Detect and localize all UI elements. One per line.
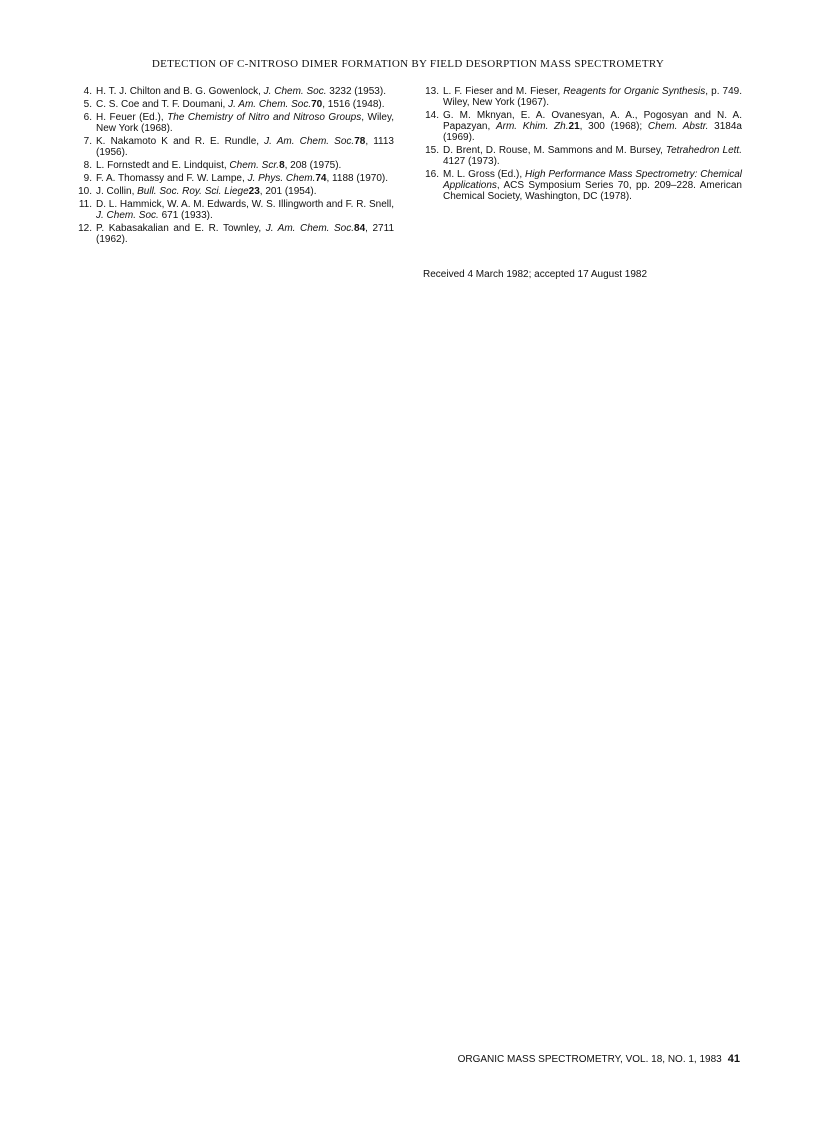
reference-text	[96, 112, 394, 134]
reference-number: 13.	[425, 86, 439, 97]
reference-item	[76, 173, 394, 184]
reference-text	[96, 173, 394, 184]
reference-rest: 4127 (1973).	[443, 156, 500, 167]
reference-rest: , Wiley, New York (1968).	[96, 112, 394, 134]
reference-number: 8.	[83, 160, 92, 171]
reference-authors: H. T. J. Chilton and B. G. Gowenlock,	[96, 86, 264, 97]
reference-vol: 84	[354, 223, 366, 234]
footer-journal-line: ORGANIC MASS SPECTROMETRY, VOL. 18, NO. 1, 1983	[457, 1054, 722, 1065]
reference-journal: J. Am. Chem. Soc.	[228, 99, 312, 110]
reference-vol: 8	[279, 160, 285, 171]
reference-authors: D. Brent, D. Rouse, M. Sammons and M. Bursey,	[443, 145, 666, 156]
reference-journal: J. Phys. Chem.	[247, 173, 316, 184]
received-date: Received 4 March 1982; accepted 17 August 1982	[423, 269, 648, 280]
reference-rest: , ACS Symposium Series 70, pp. 209–228. American Chemical Society, Washington, DC (1978).	[443, 180, 742, 202]
reference-item	[76, 223, 394, 245]
reference-vol: 78	[354, 136, 366, 147]
reference-journal: Bull. Soc. Roy. Sci. Liege	[137, 186, 249, 197]
reference-text	[443, 86, 742, 108]
reference-rest: 671 (1933).	[158, 210, 213, 221]
reference-authors: F. A. Thomassy and F. W. Lampe,	[96, 173, 248, 184]
reference-number: 5.	[83, 99, 92, 110]
reference-item	[423, 86, 742, 108]
reference-rest: , 208 (1975).	[284, 160, 342, 171]
reference-authors: L. F. Fieser and M. Fieser,	[443, 86, 564, 97]
reference-item	[423, 169, 742, 202]
reference-journal: J. Am. Chem. Soc.	[264, 136, 355, 147]
reference-rest: , 201 (1954).	[259, 186, 317, 197]
reference-text	[96, 86, 394, 97]
reference-journal2: Chem. Abstr.	[647, 121, 709, 132]
reference-authors: K. Nakamoto K and R. E. Rundle,	[96, 136, 265, 147]
reference-item	[423, 110, 742, 143]
page-footer	[458, 1053, 740, 1066]
running-title: DETECTION OF C-NITROSO DIMER FORMATION BY FIELD DESORPTION MASS SPECTROMETRY	[151, 58, 665, 70]
reference-journal: Chem. Scr.	[229, 160, 280, 171]
reference-journal: Tetrahedron Lett.	[665, 145, 742, 156]
reference-number: 9.	[83, 173, 92, 184]
reference-number: 11.	[78, 199, 92, 210]
reference-number: 16.	[425, 169, 439, 180]
reference-text	[96, 186, 394, 197]
reference-text	[96, 223, 394, 245]
reference-text	[443, 110, 742, 143]
reference-authors: H. Feuer (Ed.),	[96, 112, 168, 123]
reference-rest: , 1188 (1970).	[326, 173, 389, 184]
reference-rest: , 2711 (1962).	[96, 223, 394, 245]
reference-text	[96, 99, 394, 110]
reference-number: 15.	[425, 145, 439, 156]
reference-authors: C. S. Coe and T. F. Doumani,	[96, 99, 229, 110]
references-left-column	[76, 86, 394, 247]
reference-item	[76, 199, 394, 221]
reference-text	[96, 160, 394, 171]
reference-item	[76, 99, 394, 110]
reference-authors: L. Fornstedt and E. Lindquist,	[96, 160, 230, 171]
reference-item	[76, 86, 394, 97]
reference-rest2: 3184a (1969).	[443, 121, 742, 143]
reference-journal: J. Am. Chem. Soc.	[265, 223, 355, 234]
reference-number: 12.	[78, 223, 92, 234]
reference-journal: Arm. Khim. Zh.	[495, 121, 569, 132]
page-number: 41	[727, 1053, 740, 1065]
reference-authors: J. Collin,	[96, 186, 138, 197]
reference-journal: The Chemistry of Nitro and Nitroso Groups	[167, 112, 362, 123]
reference-journal: High Performance Mass Spectrometry: Chemical Applications	[443, 169, 742, 191]
reference-number: 4.	[83, 86, 92, 97]
reference-rest: , p. 749. Wiley, New York (1967).	[443, 86, 743, 108]
reference-item	[76, 136, 394, 158]
reference-vol: 23	[248, 186, 260, 197]
reference-item	[423, 145, 742, 167]
reference-journal: J. Chem. Soc.	[263, 86, 327, 97]
reference-authors: M. L. Gross (Ed.),	[443, 169, 525, 180]
reference-authors: P. Kabasakalian and E. R. Townley,	[96, 223, 266, 234]
reference-authors: G. M. Mknyan, E. A. Ovanesyan, A. A., Pogosyan and N. A. Papazyan,	[443, 110, 742, 132]
reference-number: 6.	[83, 112, 92, 123]
reference-rest: 3232 (1953).	[326, 86, 386, 97]
reference-text	[96, 136, 394, 158]
reference-text	[443, 145, 742, 167]
reference-vol: 74	[315, 173, 327, 184]
reference-journal: J. Chem. Soc.	[96, 210, 159, 221]
reference-vol: 21	[568, 121, 580, 132]
reference-text	[443, 169, 742, 202]
reference-number: 14.	[425, 110, 439, 121]
references-right-column	[423, 86, 742, 204]
reference-vol: 70	[311, 99, 323, 110]
reference-item	[76, 112, 394, 134]
reference-journal: Reagents for Organic Synthesis	[563, 86, 706, 97]
reference-rest: , 300 (1968);	[579, 121, 648, 132]
reference-number: 10.	[78, 186, 92, 197]
reference-authors: D. L. Hammick, W. A. M. Edwards, W. S. Illingworth and F. R. Snell,	[96, 199, 394, 210]
reference-item	[76, 160, 394, 171]
reference-rest: , 1113 (1956).	[96, 136, 394, 158]
reference-item	[76, 186, 394, 197]
reference-number: 7.	[83, 136, 92, 147]
reference-text	[96, 199, 394, 221]
reference-rest: , 1516 (1948).	[322, 99, 385, 110]
